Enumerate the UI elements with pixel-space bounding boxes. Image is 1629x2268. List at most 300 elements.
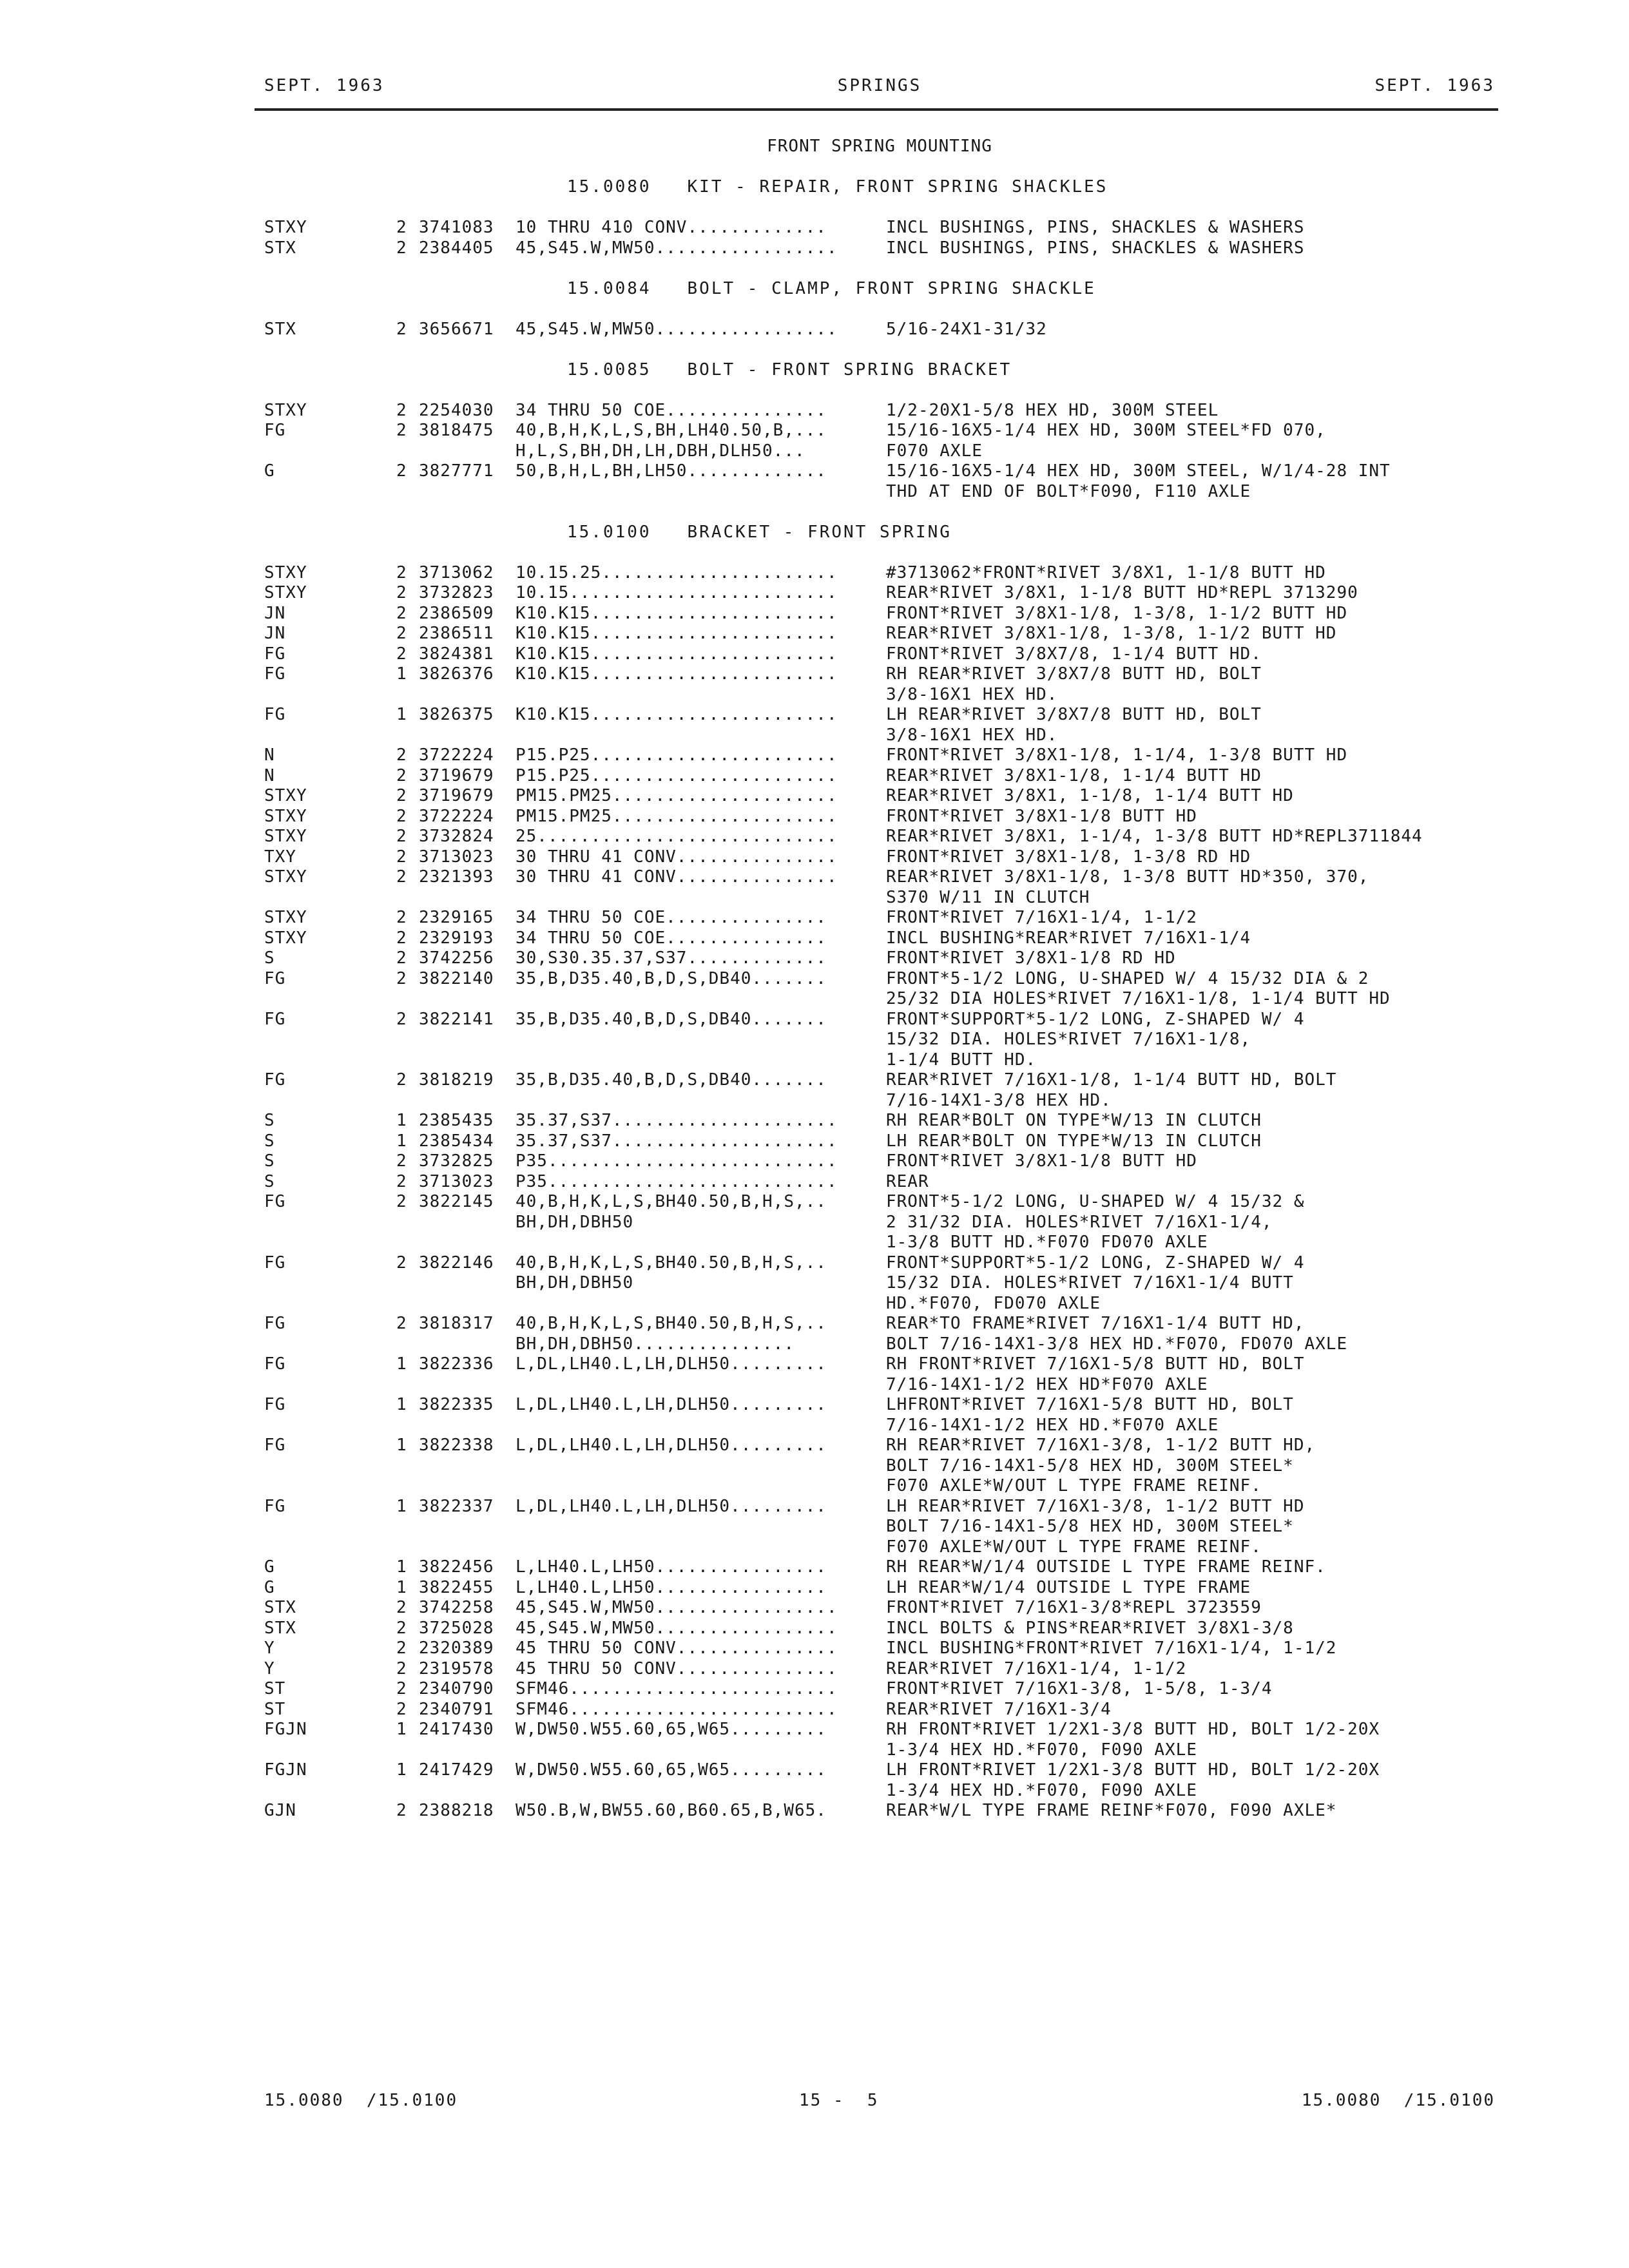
part-description: BOLT 7/16-14X1-5/8 HEX HD, 300M STEEL* xyxy=(886,1517,1294,1536)
model-code: G xyxy=(264,1557,275,1577)
table-row xyxy=(264,1131,1495,1152)
model-applicability: L,DL,LH40.L,LH,DLH50......... xyxy=(516,1395,827,1414)
part-description: BOLT 7/16-14X1-5/8 HEX HD, 300M STEEL* xyxy=(886,1456,1294,1475)
table-row-continuation xyxy=(264,1781,1495,1802)
model-code: S xyxy=(264,1111,275,1130)
model-code: FGJN xyxy=(264,1760,307,1780)
model-code: STX xyxy=(264,238,296,258)
model-code: STXY xyxy=(264,827,307,846)
part-number: 2329165 xyxy=(419,908,494,927)
quantity: 1 xyxy=(396,1354,407,1374)
table-row xyxy=(264,766,1495,787)
part-description: RH FRONT*RIVET 1/2X1-3/8 BUTT HD, BOLT 1/2-20X xyxy=(886,1720,1380,1739)
part-description: FRONT*RIVET 7/16X1-3/8*REPL 3723559 xyxy=(886,1598,1262,1617)
model-code: FG xyxy=(264,664,286,684)
part-description: 7/16-14X1-3/8 HEX HD. xyxy=(886,1090,1112,1110)
part-description: REAR xyxy=(886,1171,929,1191)
quantity: 2 xyxy=(396,1314,407,1333)
model-code: STXY xyxy=(264,806,307,826)
quantity: 2 xyxy=(396,238,407,258)
part-description: FRONT*RIVET 3/8X1-1/8, 1-1/4, 1-3/8 BUTT HD xyxy=(886,745,1348,765)
quantity: 2 xyxy=(396,562,407,582)
table-row-continuation xyxy=(264,888,1495,908)
model-code: S xyxy=(264,948,275,968)
part-number: 3826375 xyxy=(419,705,494,724)
quantity: 1 xyxy=(396,1111,407,1130)
model-applicability: 25............................ xyxy=(516,827,838,846)
quantity: 2 xyxy=(396,1192,407,1211)
model-applicability: L,DL,LH40.L,LH,DLH50......... xyxy=(516,1354,827,1374)
quantity: 1 xyxy=(396,1760,407,1780)
quantity: 2 xyxy=(396,1699,407,1719)
model-applicability: L,DL,LH40.L,LH,DLH50......... xyxy=(516,1496,827,1516)
part-number: 3742258 xyxy=(419,1598,494,1617)
part-number: 3722224 xyxy=(419,745,494,765)
part-description: 15/16-16X5-1/4 HEX HD, 300M STEEL*FD 070, xyxy=(886,421,1326,440)
quantity: 2 xyxy=(396,1639,407,1658)
model-applicability: L,LH40.L,LH50................ xyxy=(516,1557,827,1577)
part-description: REAR*RIVET 3/8X1, 1-1/8, 1-1/4 BUTT HD xyxy=(886,786,1294,805)
model-code: STXY xyxy=(264,867,307,887)
part-number: 2340790 xyxy=(419,1679,494,1698)
table-row-continuation xyxy=(264,1233,1495,1253)
model-applicability: P15.P25....................... xyxy=(516,745,838,765)
model-code: FG xyxy=(264,1192,286,1211)
table-row xyxy=(264,1070,1495,1091)
part-number: 2319578 xyxy=(419,1658,494,1678)
page-footer xyxy=(264,2091,1495,2117)
part-description: RH REAR*BOLT ON TYPE*W/13 IN CLUTCH xyxy=(886,1111,1262,1130)
quantity: 2 xyxy=(396,461,407,481)
model-applicability: PM15.PM25..................... xyxy=(516,786,838,805)
part-description: REAR*RIVET 3/8X1, 1-1/8 BUTT HD*REPL 3713290 xyxy=(886,583,1358,602)
quantity: 2 xyxy=(396,1598,407,1617)
table-row xyxy=(264,1659,1495,1680)
model-applicability: 40,B,H,K,L,S,BH,LH40.50,B,... xyxy=(516,421,827,440)
table-row xyxy=(264,461,1495,482)
part-number: 2321393 xyxy=(419,867,494,887)
model-applicability: P35........................... xyxy=(516,1171,838,1191)
quantity: 2 xyxy=(396,867,407,887)
part-description: HD.*F070, FD070 AXLE xyxy=(886,1293,1101,1313)
model-applicability: 30 THRU 41 CONV............... xyxy=(516,847,838,867)
part-description: INCL BUSHINGS, PINS, SHACKLES & WASHERS xyxy=(886,218,1305,237)
part-number: 2385434 xyxy=(419,1131,494,1151)
table-row-continuation xyxy=(264,1456,1495,1477)
part-number: 3725028 xyxy=(419,1618,494,1638)
table-row xyxy=(264,969,1495,990)
section-heading xyxy=(264,177,1495,198)
quantity: 1 xyxy=(396,1395,407,1414)
header-date-right: SEPT. 1963 xyxy=(1374,76,1495,95)
table-row xyxy=(264,583,1495,604)
model-applicability: 40,B,H,K,L,S,BH40.50,B,H,S,.. xyxy=(516,1253,827,1273)
part-description: LH FRONT*RIVET 1/2X1-3/8 BUTT HD, BOLT 1/2-20X xyxy=(886,1760,1380,1780)
part-description: REAR*RIVET 7/16X1-1/8, 1-1/4 BUTT HD, BOLT xyxy=(886,1070,1337,1090)
part-number: 3713023 xyxy=(419,1171,494,1191)
quantity: 2 xyxy=(396,400,407,420)
quantity: 2 xyxy=(396,421,407,440)
table-row xyxy=(264,238,1495,259)
table-row-continuation xyxy=(264,1740,1495,1761)
part-description: F070 AXLE*W/OUT L TYPE FRAME REINF. xyxy=(886,1476,1262,1495)
table-row xyxy=(264,827,1495,847)
part-description: F070 AXLE xyxy=(886,441,983,461)
part-description: 25/32 DIA HOLES*RIVET 7/16X1-1/8, 1-1/4 BUTT HD xyxy=(886,989,1391,1008)
model-code: FG xyxy=(264,1436,286,1455)
part-description: FRONT*SUPPORT*5-1/2 LONG, Z-SHAPED W/ 4 xyxy=(886,1009,1305,1029)
quantity: 2 xyxy=(396,1070,407,1090)
part-description: FRONT*RIVET 3/8X1-1/8, 1-3/8 RD HD xyxy=(886,847,1251,867)
part-description: REAR*RIVET 7/16X1-3/4 xyxy=(886,1699,1112,1719)
quantity: 2 xyxy=(396,1151,407,1171)
part-description: INCL BUSHING*REAR*RIVET 7/16X1-1/4 xyxy=(886,928,1251,948)
table-row xyxy=(264,320,1495,340)
model-code: STXY xyxy=(264,786,307,805)
part-number: 3656671 xyxy=(419,319,494,339)
part-number: 3713023 xyxy=(419,847,494,867)
model-applicability-continued: BH,DH,DBH50 xyxy=(516,1273,634,1293)
part-description: RH FRONT*RIVET 7/16X1-5/8 BUTT HD, BOLT xyxy=(886,1354,1305,1374)
quantity: 2 xyxy=(396,765,407,785)
model-applicability: 10 THRU 410 CONV............. xyxy=(516,218,827,237)
model-code: FGJN xyxy=(264,1720,307,1739)
part-description: 5/16-24X1-31/32 xyxy=(886,319,1047,339)
model-applicability-continued: H,L,S,BH,DH,LH,DBH,DLH50... xyxy=(516,441,805,461)
model-code: FG xyxy=(264,1354,286,1374)
table-row xyxy=(264,604,1495,624)
model-code: JN xyxy=(264,603,286,623)
model-applicability: 10.15.25...................... xyxy=(516,562,838,582)
model-code: GJN xyxy=(264,1801,296,1820)
table-row xyxy=(264,705,1495,726)
quantity: 2 xyxy=(396,847,407,867)
table-row xyxy=(264,1253,1495,1274)
quantity: 1 xyxy=(396,705,407,724)
model-applicability: W50.B,W,BW55.60,B60.65,B,W65. xyxy=(516,1801,827,1820)
part-number: 2386509 xyxy=(419,603,494,623)
quantity: 2 xyxy=(396,968,407,988)
quantity: 2 xyxy=(396,583,407,602)
table-row-continuation xyxy=(264,1517,1495,1537)
part-number: 3818475 xyxy=(419,421,494,440)
part-number: 2320389 xyxy=(419,1639,494,1658)
table-row-continuation xyxy=(264,1091,1495,1111)
part-description: 7/16-14X1-1/2 HEX HD*F070 AXLE xyxy=(886,1374,1208,1394)
part-number: 3713062 xyxy=(419,562,494,582)
section-heading-text: 15.0080 KIT - REPAIR, FRONT SPRING SHACKLES xyxy=(567,177,1108,197)
model-applicability: 35,B,D35.40,B,D,S,DB40....... xyxy=(516,1070,827,1090)
part-description: 3/8-16X1 HEX HD. xyxy=(886,725,1058,745)
header-date-left: SEPT. 1963 xyxy=(264,76,385,95)
part-number: 3822338 xyxy=(419,1436,494,1455)
model-code: FG xyxy=(264,1253,286,1273)
table-row xyxy=(264,401,1495,421)
quantity: 2 xyxy=(396,806,407,826)
part-number: 3818219 xyxy=(419,1070,494,1090)
model-code: ST xyxy=(264,1679,286,1698)
model-code: S xyxy=(264,1171,275,1191)
model-applicability-continued: BH,DH,DBH50 xyxy=(516,1212,634,1232)
model-code: Y xyxy=(264,1658,275,1678)
model-applicability: SFM46......................... xyxy=(516,1679,838,1698)
quantity: 1 xyxy=(396,1557,407,1577)
part-number: 2254030 xyxy=(419,400,494,420)
model-applicability: W,DW50.W55.60,65,W65......... xyxy=(516,1720,827,1739)
part-number: 2384405 xyxy=(419,238,494,258)
model-code: FG xyxy=(264,1070,286,1090)
model-code: FG xyxy=(264,421,286,440)
model-applicability: 45 THRU 50 CONV............... xyxy=(516,1639,838,1658)
quantity: 2 xyxy=(396,1658,407,1678)
section-heading xyxy=(264,360,1495,381)
table-row xyxy=(264,807,1495,827)
part-description: 1-1/4 BUTT HD. xyxy=(886,1050,1037,1070)
part-description: 15/32 DIA. HOLES*RIVET 7/16X1-1/4 BUTT xyxy=(886,1273,1294,1293)
quantity: 2 xyxy=(396,319,407,339)
table-row-continuation xyxy=(264,441,1495,462)
table-row-continuation xyxy=(264,1294,1495,1314)
part-number: 3822337 xyxy=(419,1496,494,1516)
table-row xyxy=(264,745,1495,766)
part-number: 3722224 xyxy=(419,806,494,826)
part-description: FRONT*RIVET 7/16X1-3/8, 1-5/8, 1-3/4 xyxy=(886,1679,1273,1698)
model-code: FG xyxy=(264,1395,286,1414)
model-applicability: P35........................... xyxy=(516,1151,838,1171)
part-number: 3827771 xyxy=(419,461,494,481)
part-number: 3818317 xyxy=(419,1314,494,1333)
model-code: G xyxy=(264,1577,275,1597)
table-row xyxy=(264,908,1495,928)
part-description: 15/32 DIA. HOLES*RIVET 7/16X1-1/8, xyxy=(886,1030,1251,1049)
quantity: 2 xyxy=(396,827,407,846)
table-row-continuation xyxy=(264,685,1495,706)
table-row-continuation xyxy=(264,1476,1495,1497)
part-number: 3822456 xyxy=(419,1557,494,1577)
model-applicability: 35.37,S37..................... xyxy=(516,1111,838,1130)
table-row xyxy=(264,867,1495,888)
table-row-continuation xyxy=(264,1050,1495,1071)
part-number: 2340791 xyxy=(419,1699,494,1719)
part-description: 15/16-16X5-1/4 HEX HD, 300M STEEL, W/1/4-28 INT xyxy=(886,461,1391,481)
quantity: 2 xyxy=(396,1171,407,1191)
section-heading-text: 15.0084 BOLT - CLAMP, FRONT SPRING SHACKLE xyxy=(567,278,1096,298)
table-row-continuation xyxy=(264,1334,1495,1355)
table-row xyxy=(264,1557,1495,1578)
model-code: N xyxy=(264,765,275,785)
part-description: FRONT*5-1/2 LONG, U-SHAPED W/ 4 15/32 DIA & 2 xyxy=(886,968,1369,988)
part-description: FRONT*RIVET 3/8X1-1/8 BUTT HD xyxy=(886,1151,1197,1171)
table-row xyxy=(264,644,1495,665)
part-description: REAR*RIVET 3/8X1-1/8, 1-3/8, 1-1/2 BUTT HD xyxy=(886,624,1337,643)
model-code: FG xyxy=(264,1009,286,1029)
part-number: 3719679 xyxy=(419,765,494,785)
quantity: 2 xyxy=(396,1253,407,1273)
model-applicability: K10.K15....................... xyxy=(516,664,838,684)
model-applicability: 40,B,H,K,L,S,BH40.50,B,H,S,.. xyxy=(516,1192,827,1211)
model-code: N xyxy=(264,745,275,765)
footer-range-left: 15.0080 /15.0100 xyxy=(264,2091,458,2110)
part-description: LH REAR*RIVET 3/8X7/8 BUTT HD, BOLT xyxy=(886,705,1262,724)
part-description: INCL BOLTS & PINS*REAR*RIVET 3/8X1-3/8 xyxy=(886,1618,1294,1638)
part-number: 3822146 xyxy=(419,1253,494,1273)
model-code: G xyxy=(264,461,275,481)
part-description: REAR*RIVET 3/8X1, 1-1/4, 1-3/8 BUTT HD*REPL3711844 xyxy=(886,827,1423,846)
part-number: 3822141 xyxy=(419,1009,494,1029)
part-description: FRONT*SUPPORT*5-1/2 LONG, Z-SHAPED W/ 4 xyxy=(886,1253,1305,1273)
table-row-continuation xyxy=(264,1537,1495,1558)
table-row xyxy=(264,1801,1495,1821)
model-code: ST xyxy=(264,1699,286,1719)
table-row xyxy=(264,1598,1495,1619)
model-applicability: W,DW50.W55.60,65,W65......... xyxy=(516,1760,827,1780)
part-number: 2329193 xyxy=(419,928,494,948)
part-number: 2386511 xyxy=(419,624,494,643)
part-number: 3822336 xyxy=(419,1354,494,1374)
model-applicability: 45,S45.W,MW50................. xyxy=(516,319,838,339)
table-row xyxy=(264,1679,1495,1700)
table-row-continuation xyxy=(264,1416,1495,1436)
part-number: 3822335 xyxy=(419,1395,494,1414)
table-row xyxy=(264,1436,1495,1456)
model-applicability: 50,B,H,L,BH,LH50............. xyxy=(516,461,827,481)
model-applicability: 35,B,D35.40,B,D,S,DB40....... xyxy=(516,1009,827,1029)
part-description: REAR*RIVET 3/8X1-1/8, 1-1/4 BUTT HD xyxy=(886,765,1262,785)
part-description: 1-3/4 HEX HD.*F070, F090 AXLE xyxy=(886,1780,1197,1800)
table-row xyxy=(264,664,1495,685)
part-number: 3719679 xyxy=(419,786,494,805)
part-description: #3713062*FRONT*RIVET 3/8X1, 1-1/8 BUTT HD xyxy=(886,562,1326,582)
model-applicability: 30,S30.35.37,S37............. xyxy=(516,948,827,968)
part-description: 2 31/32 DIA. HOLES*RIVET 7/16X1-1/4, xyxy=(886,1212,1273,1232)
table-row xyxy=(264,786,1495,807)
quantity: 1 xyxy=(396,1577,407,1597)
model-code: FG xyxy=(264,705,286,724)
model-applicability: 10.15......................... xyxy=(516,583,838,602)
table-row xyxy=(264,1010,1495,1030)
part-number: 2388218 xyxy=(419,1801,494,1820)
part-description: REAR*RIVET 3/8X1-1/8, 1-3/8 BUTT HD*350, 370, xyxy=(886,867,1369,887)
model-applicability: L,DL,LH40.L,LH,DLH50......... xyxy=(516,1436,827,1455)
table-row xyxy=(264,1172,1495,1193)
model-applicability: 34 THRU 50 COE............... xyxy=(516,400,827,420)
model-applicability: 35,B,D35.40,B,D,S,DB40....... xyxy=(516,968,827,988)
part-number: 2385435 xyxy=(419,1111,494,1130)
parts-catalog-body xyxy=(264,137,1495,1821)
model-code: FG xyxy=(264,1496,286,1516)
quantity: 2 xyxy=(396,948,407,968)
model-code: STXY xyxy=(264,562,307,582)
part-description: THD AT END OF BOLT*F090, F110 AXLE xyxy=(886,481,1251,501)
table-row xyxy=(264,218,1495,238)
model-code: STXY xyxy=(264,583,307,602)
table-row xyxy=(264,421,1495,441)
table-row xyxy=(264,847,1495,868)
part-description: S370 W/11 IN CLUTCH xyxy=(886,887,1090,907)
model-applicability: 34 THRU 50 COE............... xyxy=(516,928,827,948)
table-row-continuation xyxy=(264,726,1495,746)
part-description: BOLT 7/16-14X1-3/8 HEX HD.*F070, FD070 AXLE xyxy=(886,1334,1348,1354)
table-row xyxy=(264,1192,1495,1213)
table-row-continuation xyxy=(264,1030,1495,1050)
quantity: 2 xyxy=(396,1801,407,1820)
section-heading-text: 15.0100 BRACKET - FRONT SPRING xyxy=(567,522,952,542)
section-heading xyxy=(264,523,1495,543)
part-description: 7/16-14X1-1/2 HEX HD.*F070 AXLE xyxy=(886,1415,1219,1435)
table-row xyxy=(264,1720,1495,1740)
part-number: 3824381 xyxy=(419,644,494,664)
table-row xyxy=(264,1578,1495,1599)
part-description: RH REAR*RIVET 3/8X7/8 BUTT HD, BOLT xyxy=(886,664,1262,684)
model-code: S xyxy=(264,1151,275,1171)
quantity: 1 xyxy=(396,1436,407,1455)
model-applicability: K10.K15....................... xyxy=(516,644,838,664)
part-description: FRONT*5-1/2 LONG, U-SHAPED W/ 4 15/32 & xyxy=(886,1192,1305,1211)
part-number: 3732824 xyxy=(419,827,494,846)
quantity: 1 xyxy=(396,1131,407,1151)
section-heading xyxy=(264,279,1495,300)
part-number: 3732825 xyxy=(419,1151,494,1171)
part-description: FRONT*RIVET 3/8X1-1/8, 1-3/8, 1-1/2 BUTT HD xyxy=(886,603,1348,623)
part-number: 3822145 xyxy=(419,1192,494,1211)
model-code: STXY xyxy=(264,908,307,927)
model-applicability: 45,S45.W,MW50................. xyxy=(516,238,838,258)
quantity: 2 xyxy=(396,786,407,805)
quantity: 1 xyxy=(396,1720,407,1739)
table-row xyxy=(264,563,1495,584)
table-row-continuation xyxy=(264,482,1495,503)
page-title: FRONT SPRING MOUNTING xyxy=(767,137,992,156)
part-description: REAR*TO FRAME*RIVET 7/16X1-1/4 BUTT HD, xyxy=(886,1314,1305,1333)
table-row-continuation xyxy=(264,989,1495,1010)
part-description: LHFRONT*RIVET 7/16X1-5/8 BUTT HD, BOLT xyxy=(886,1395,1294,1414)
table-row-continuation xyxy=(264,1213,1495,1233)
part-number: 3742256 xyxy=(419,948,494,968)
footer-page-number: 15 - 5 xyxy=(799,2091,879,2110)
part-description: RH REAR*RIVET 7/16X1-3/8, 1-1/2 BUTT HD, xyxy=(886,1436,1316,1455)
model-applicability-continued: BH,DH,DBH50............... xyxy=(516,1334,795,1354)
table-row-continuation xyxy=(264,1273,1495,1294)
model-applicability: 45,S45.W,MW50................. xyxy=(516,1618,838,1638)
footer-range-right: 15.0080 /15.0100 xyxy=(1301,2091,1495,2110)
part-description: F070 AXLE*W/OUT L TYPE FRAME REINF. xyxy=(886,1537,1262,1557)
part-description: FRONT*RIVET 3/8X7/8, 1-1/4 BUTT HD. xyxy=(886,644,1262,664)
model-applicability: SFM46......................... xyxy=(516,1699,838,1719)
quantity: 2 xyxy=(396,745,407,765)
part-number: 3732823 xyxy=(419,583,494,602)
quantity: 2 xyxy=(396,644,407,664)
part-number: 2417429 xyxy=(419,1760,494,1780)
table-row xyxy=(264,1639,1495,1659)
model-code: STX xyxy=(264,1618,296,1638)
table-row xyxy=(264,624,1495,644)
model-applicability: L,LH40.L,LH50................ xyxy=(516,1577,827,1597)
table-row xyxy=(264,1760,1495,1781)
quantity: 2 xyxy=(396,1009,407,1029)
part-description: INCL BUSHINGS, PINS, SHACKLES & WASHERS xyxy=(886,238,1305,258)
part-description: LH REAR*W/1/4 OUTSIDE L TYPE FRAME xyxy=(886,1577,1251,1597)
part-description: INCL BUSHING*FRONT*RIVET 7/16X1-1/4, 1-1/2 xyxy=(886,1639,1337,1658)
model-applicability: 40,B,H,K,L,S,BH40.50,B,H,S,.. xyxy=(516,1314,827,1333)
header-section-title: SPRINGS xyxy=(837,76,922,95)
part-description: 1/2-20X1-5/8 HEX HD, 300M STEEL xyxy=(886,400,1219,420)
part-description: 1-3/8 BUTT HD.*F070 FD070 AXLE xyxy=(886,1233,1208,1252)
section-heading-text: 15.0085 BOLT - FRONT SPRING BRACKET xyxy=(567,360,1012,380)
model-applicability: 34 THRU 50 COE............... xyxy=(516,908,827,927)
model-code: STXY xyxy=(264,928,307,948)
model-code: STXY xyxy=(264,400,307,420)
part-number: 3741083 xyxy=(419,218,494,237)
